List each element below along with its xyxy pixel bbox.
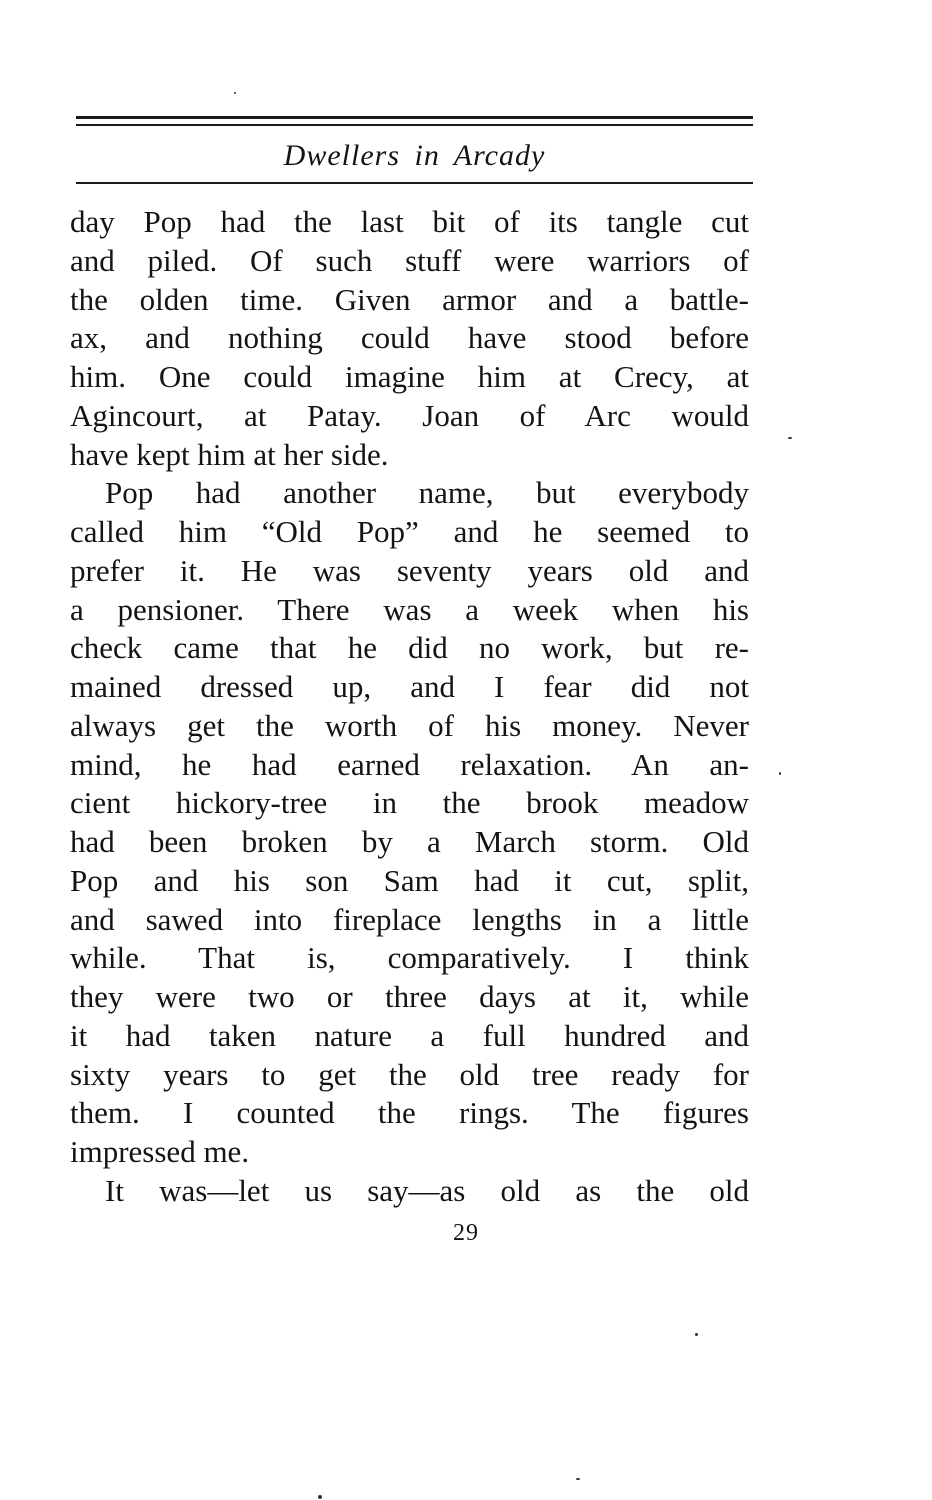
text-line: have kept him at her side. [70,436,389,472]
text-line: the olden time. Given armor and a battle- [70,281,749,317]
header-rule-bottom [76,182,753,184]
running-head: Dwellers in Arcady [283,139,546,172]
scan-speck [779,772,781,775]
text-line: and sawed into fireplace lengths in a little [70,901,749,937]
text-line: always get the worth of his money. Never [70,707,749,743]
text-line: ax, and nothing could have stood before [70,320,749,356]
scan-speck [234,92,236,94]
text-line: while. That is, comparatively. I think [70,940,749,976]
text-line: cient hickory-tree in the brook meadow [70,785,749,821]
text-line: mind, he had earned relaxation. An an- [70,746,749,782]
text-line: Agincourt, at Patay. Joan of Arc would [70,397,749,433]
text-line: him. One could imagine him at Crecy, at [70,359,749,394]
text-line: called him “Old Pop” and he seemed to [70,514,749,549]
text-line: had been broken by a March storm. Old [70,824,749,859]
text-line: check came that he did no work, but re- [70,630,749,666]
text-line: sixty years to get the old tree ready for [70,1056,749,1092]
text-line: and piled. Of such stuff were warriors of [70,242,749,278]
text-line: them. I counted the rings. The figures [70,1095,749,1131]
body-text [70,203,749,1211]
text-line: they were two or three days at it, while [70,979,749,1014]
header-rule-thick [76,116,753,119]
text-line: day Pop had the last bit of its tangle cut [70,204,749,239]
scan-speck [788,437,792,439]
scan-speck [576,1478,580,1480]
text-line: mained dressed up, and I fear did not [70,669,749,704]
text-line: Pop and his son Sam had it cut, split, [70,862,749,898]
page-number: 29 [453,1220,479,1246]
scan-speck [695,1333,698,1336]
text-line: It was—let us say—as old as the old [105,1172,749,1208]
text-line: Pop had another name, but everybody [105,475,749,511]
scan-speck [318,1495,322,1499]
text-line: impressed me. [70,1134,250,1169]
header-rule-thin [76,124,753,126]
text-line: a pensioner. There was a week when his [70,591,749,627]
text-line: it had taken nature a full hundred and [70,1017,749,1053]
text-line: prefer it. He was seventy years old and [70,552,749,588]
